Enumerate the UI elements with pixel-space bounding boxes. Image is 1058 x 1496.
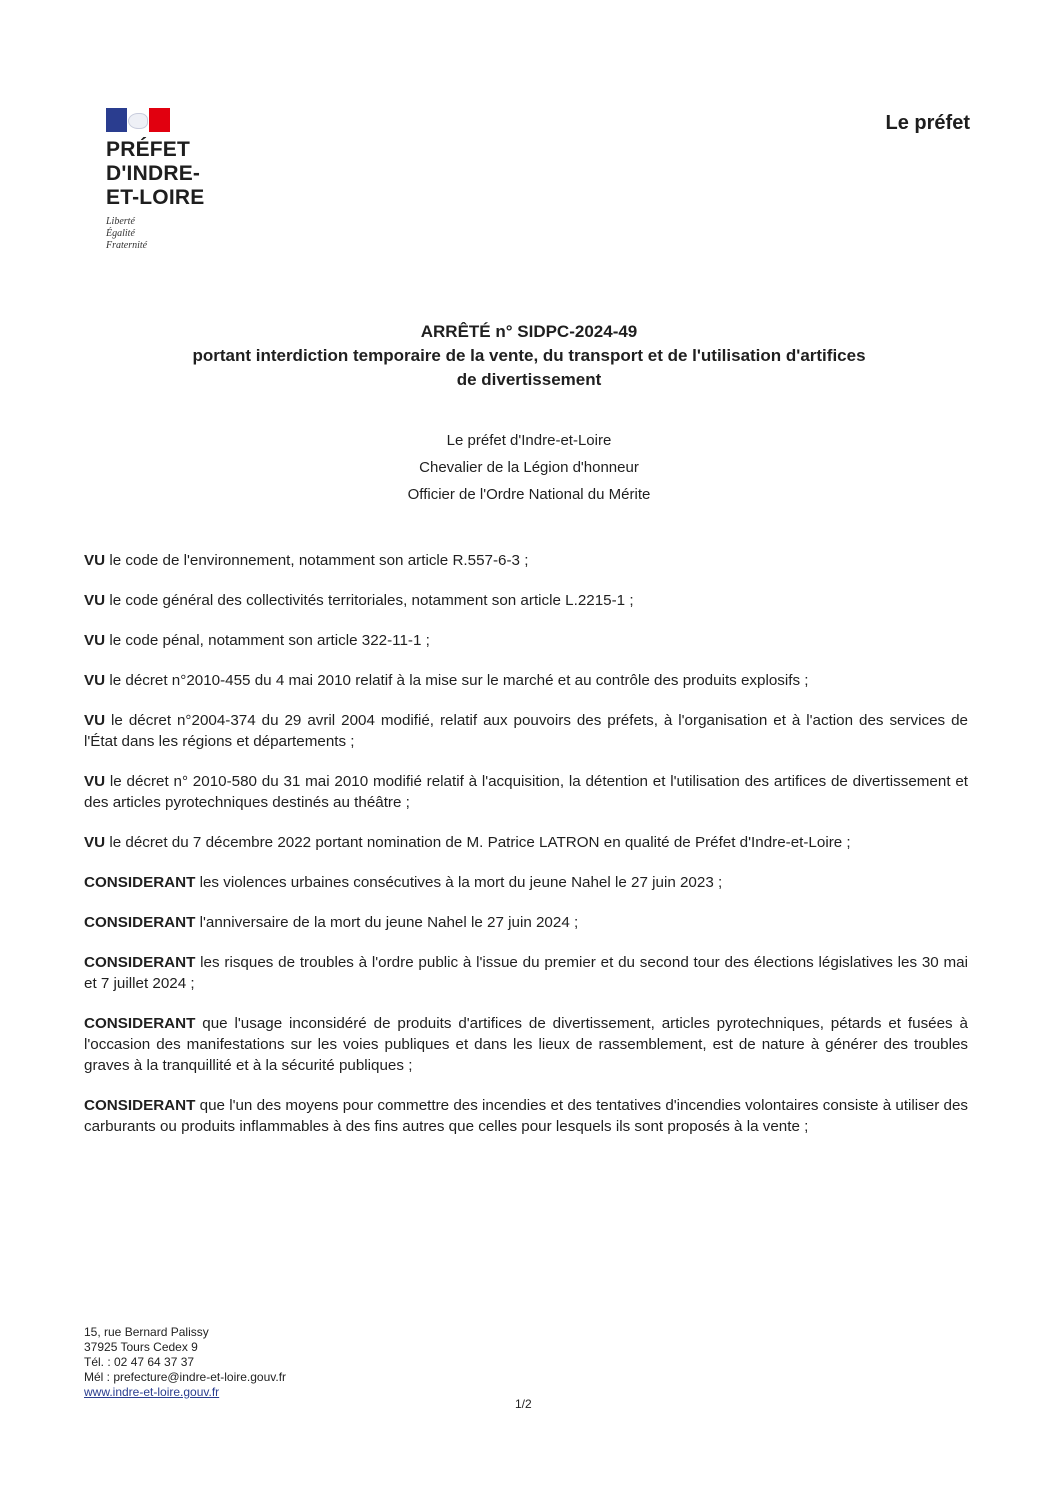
paragraph <box>84 952 968 994</box>
prefecture-logo <box>106 108 246 252</box>
issuer-line: Le préfet d'Indre-et-Loire <box>446 432 612 449</box>
footer-website-link[interactable]: www.indre-et-loire.gouv.fr <box>84 1385 220 1399</box>
paragraph <box>84 630 968 651</box>
paragraph-text: que l'un des moyens pour commettre des incendies et des tentatives d'incendies volontaires consiste à utiliser des carburants ou produits inflammables à des fins autres que celles pour lesquels ils sont proposés à la vente ; <box>84 1097 968 1135</box>
paragraph-lead: CONSIDERANT <box>84 1015 196 1032</box>
paragraph-text: le décret n° 2010-580 du 31 mai 2010 modifié relatif à l'acquisition, la détention et l'utilisation des artifices de divertissement et des articles pyrotechniques destinés au théâtre ; <box>84 773 968 811</box>
devise-line: Fraternité <box>106 240 148 251</box>
paragraph <box>84 832 968 853</box>
org-line: PRÉFET <box>106 138 191 161</box>
paragraph-lead: CONSIDERANT <box>84 874 196 891</box>
issuer-block <box>70 427 988 508</box>
issuer-line: Chevalier de la Légion d'honneur <box>419 459 639 476</box>
paragraph-text: le décret n°2010-455 du 4 mai 2010 relatif à la mise sur le marché et au contrôle des produits explosifs ; <box>105 672 809 689</box>
footer-email: Mél : prefecture@indre-et-loire.gouv.fr <box>84 1370 287 1384</box>
paragraph-lead: VU <box>84 632 106 649</box>
paragraph-text: le code de l'environnement, notamment son article R.557-6-3 ; <box>105 552 529 569</box>
paragraph-lead: VU <box>84 773 106 790</box>
paragraph-text: le code général des collectivités territoriales, notamment son article L.2215-1 ; <box>105 592 634 609</box>
paragraph <box>84 710 968 752</box>
paragraph <box>84 1095 968 1137</box>
devise <box>106 216 246 252</box>
paragraph-lead: CONSIDERANT <box>84 1097 196 1114</box>
paragraph-text: que l'usage inconsidéré de produits d'artifices de divertissement, articles pyrotechniques, pétards et fusées à l'occasion des manifestations sur les voies publiques et dans les lieux de rassemblement, est de nature à générer des troubles graves à la tranquillité et à la sécurité publiques ; <box>84 1015 968 1074</box>
document-title <box>70 320 988 392</box>
paragraph-text: les violences urbaines consécutives à la mort du jeune Nahel le 27 juin 2023 ; <box>195 874 723 891</box>
paragraph-lead: VU <box>84 712 106 729</box>
paragraph <box>84 670 968 691</box>
paragraph <box>84 550 968 571</box>
devise-line: Égalité <box>106 228 135 239</box>
paragraph <box>84 912 968 933</box>
issuer-line: Officier de l'Ordre National du Mérite <box>407 486 651 503</box>
devise-line: Liberté <box>106 216 135 227</box>
paragraph-text: le code pénal, notamment son article 322-11-1 ; <box>105 632 430 649</box>
paragraph <box>84 872 968 893</box>
paragraph-lead: VU <box>84 834 106 851</box>
marianne-flag-icon <box>106 108 170 132</box>
signatory-heading: Le préfet <box>885 112 970 134</box>
page-number: 1/2 <box>515 1397 532 1411</box>
paragraph-text: les risques de troubles à l'ordre public à l'issue du premier et du second tour des élections législatives les 30 mai et 7 juillet 2024 ; <box>84 954 968 992</box>
paragraph-lead: VU <box>84 592 106 609</box>
paragraph-text: le décret n°2004-374 du 29 avril 2004 modifié, relatif aux pouvoirs des préfets, à l'organisation et à l'action des services de l'État dans les régions et départements ; <box>84 712 968 750</box>
org-line: D'INDRE- <box>106 162 201 185</box>
paragraph-text: le décret du 7 décembre 2022 portant nomination de M. Patrice LATRON en qualité de Préfet d'Indre-et-Loire ; <box>105 834 851 851</box>
footer-contact <box>84 1325 286 1400</box>
title-line: portant interdiction temporaire de la vente, du transport et de l'utilisation d'artifices <box>192 346 866 365</box>
paragraph-lead: VU <box>84 552 106 569</box>
title-line: de divertissement <box>456 370 602 389</box>
org-name <box>106 138 246 210</box>
paragraph <box>84 1013 968 1076</box>
paragraph-lead: VU <box>84 672 106 689</box>
title-line: ARRÊTÉ n° SIDPC-2024-49 <box>420 322 638 341</box>
footer-address: 15, rue Bernard Palissy <box>84 1325 209 1339</box>
paragraph-lead: CONSIDERANT <box>84 954 196 971</box>
footer-phone: Tél. : 02 47 64 37 37 <box>84 1355 195 1369</box>
org-line: ET-LOIRE <box>106 186 205 209</box>
document-body <box>84 550 968 1156</box>
paragraph <box>84 771 968 813</box>
paragraph-lead: CONSIDERANT <box>84 914 196 931</box>
footer-city: 37925 Tours Cedex 9 <box>84 1340 198 1354</box>
paragraph-text: l'anniversaire de la mort du jeune Nahel le 27 juin 2024 ; <box>195 914 579 931</box>
paragraph <box>84 590 968 611</box>
